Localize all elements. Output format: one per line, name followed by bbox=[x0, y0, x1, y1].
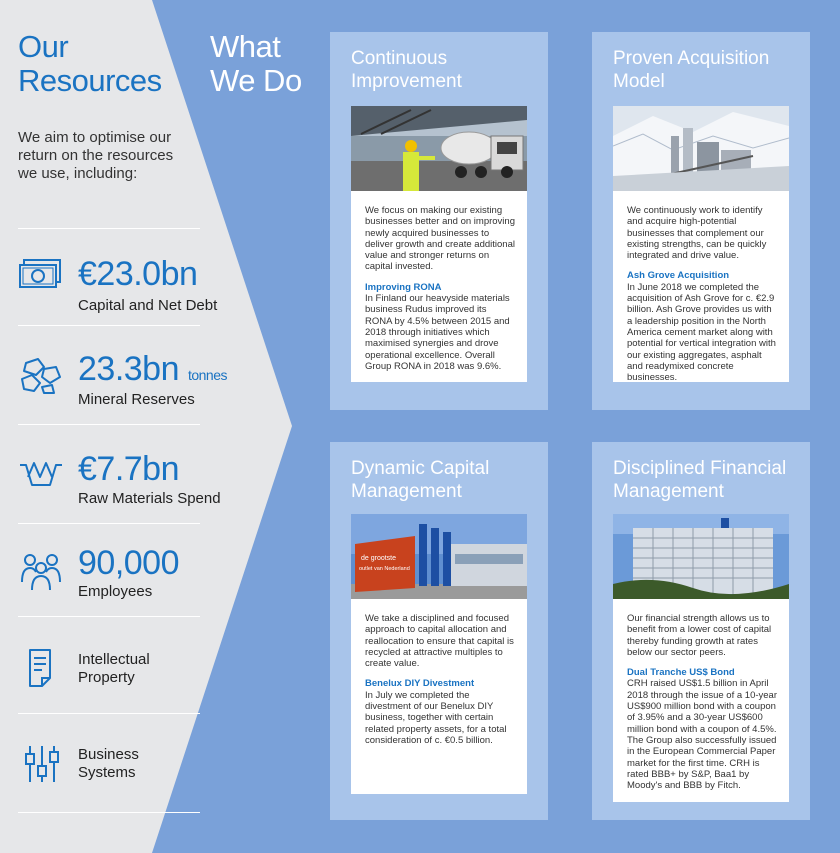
employees-value: 90,000 bbox=[78, 544, 179, 582]
raw-materials-value: €7.7bn bbox=[78, 450, 179, 488]
store-sign-text: outlet van Nederland bbox=[359, 566, 410, 572]
card-subheading: Benelux DIY Divestment bbox=[365, 678, 475, 690]
reserves-label: Mineral Reserves bbox=[78, 391, 195, 408]
raw-materials-label: Raw Materials Spend bbox=[78, 490, 221, 507]
card-proven-acquisition-model bbox=[592, 32, 810, 410]
card-body: Our financial strength allows us to benefit from a lower cost of capital thereby funding growth at rates below our sector peers. Dual Tranche US$ Bond CRH raised US$1.5 billion in April 2018 through the issue of a 10-year US$900 million bond with a coupon of 3.95% and a 30-year US$600 million bond with a coupon of 4.5%. The Group also successfully issued in the European Commercial Paper market for the first time. CRH is rated BBB+ by S&P, Baa1 by Moody's and BBB by Fitch. bbox=[613, 599, 789, 802]
people-icon bbox=[18, 552, 64, 592]
business-systems-label: Business Systems bbox=[78, 746, 139, 781]
raw-materials-icon bbox=[18, 455, 64, 495]
concrete-truck-photo bbox=[351, 106, 527, 191]
card-disciplined-financial-management bbox=[592, 442, 810, 820]
capital-label: Capital and Net Debt bbox=[78, 297, 218, 314]
card-body: We continuously work to identify and acquire high-potential businesses that complement our existing strengths, can be quickly integrated and drive value. Ash Grove Acquisition In June 2018 we completed the acquisition of Ash Grove for c. €2.9 billion. Ash Grove provides us with a leadership position in the North America cement market along with potential for vertical integration with our existing aggregates, asphalt and readymixed concrete businesses. bbox=[613, 191, 789, 382]
resources-intro: We aim to optimise our return on the resources we use, including: bbox=[18, 129, 174, 182]
divider bbox=[18, 325, 200, 326]
card-subheading: Improving RONA bbox=[365, 281, 442, 293]
resources-title: Our Resources bbox=[18, 29, 162, 98]
card-continuous-improvement bbox=[330, 32, 548, 410]
card-subheading: Ash Grove Acquisition bbox=[627, 270, 730, 282]
divider bbox=[18, 523, 200, 524]
card-title: Proven Acquisition Model bbox=[613, 48, 770, 92]
divider bbox=[18, 812, 200, 813]
card-title: Disciplined Financial Management bbox=[613, 458, 787, 502]
reserves-value: 23.3bn tonnes bbox=[78, 350, 227, 388]
banknote-icon bbox=[18, 256, 64, 296]
what-we-do-title: What We Do bbox=[210, 29, 302, 98]
divider bbox=[18, 424, 200, 425]
cement-plant-photo bbox=[613, 106, 789, 191]
card-title: Continuous Improvement bbox=[351, 48, 462, 92]
document-icon bbox=[18, 648, 64, 688]
card-title: Dynamic Capital Management bbox=[351, 458, 490, 502]
intellectual-property-label: Intellectual Property bbox=[78, 651, 150, 686]
card-body: We take a disciplined and focused approach to capital allocation and reallocation to ensure that capital is recycled at attractive multiples to create value. Benelux DIY Divestment In July we completed the divestment of our Benelux DIY business, together with certain related property assets, for a total consideration of c. €0.5 billion. bbox=[351, 599, 527, 794]
resources-panel bbox=[0, 0, 300, 853]
office-building-photo bbox=[613, 514, 789, 599]
store-sign-text: de grootste bbox=[361, 555, 397, 562]
divider bbox=[18, 228, 200, 229]
divider bbox=[18, 713, 200, 714]
rocks-icon bbox=[18, 355, 64, 395]
divider bbox=[18, 616, 200, 617]
employees-label: Employees bbox=[78, 583, 153, 600]
sliders-icon bbox=[18, 744, 64, 784]
capital-value: €23.0bn bbox=[78, 255, 198, 293]
card-subheading: Dual Tranche US$ Bond bbox=[627, 667, 735, 679]
diy-store-photo bbox=[351, 514, 527, 599]
card-dynamic-capital-management bbox=[330, 442, 548, 820]
card-body: We focus on making our existing businesses better and on improving newly acquired businesses to deliver growth and create additional value and stronger returns on capital invested. Improving RONA In Finland our heavyside materials business Rudus improved its RONA by 4.5% between 2015 and 2018 through initiatives which maximised synergies and drove operational excellence. Overall Group RONA in 2018 was 9.6%. bbox=[351, 191, 527, 382]
